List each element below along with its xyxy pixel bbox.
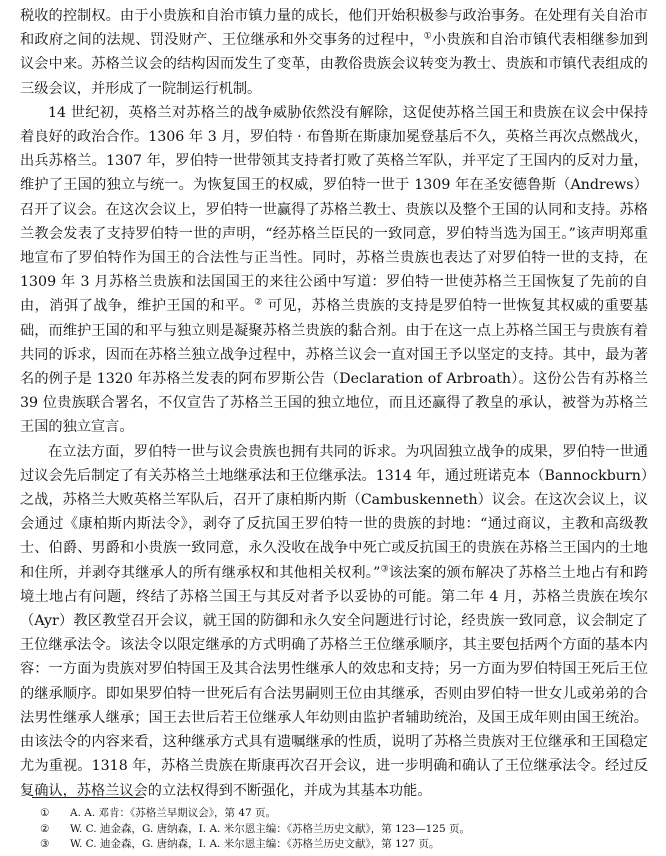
footnote-number: ③ bbox=[40, 838, 50, 850]
paragraph-text: 可见，苏格兰贵族的支持是罗伯特一世恢复其权威的重要基础，而维护王国的和平与独立则是凝聚苏格兰贵族的黏合剂。由于在这一点上苏格兰国王与贵族有着共同的诉求，因而在苏格兰独立战争过程中，苏格兰议会一直对国王予以坚定的支持。其中，最为著名的例子是 1320 年苏格兰发表的阿布罗斯公告（Declaration of Arbroath）。这份公告有苏格兰 39 位贵族联合署名，不仅宣告了苏格兰王国的独立地位，而且还赢得了教皇的承认，被誉为苏格兰王国的独立宣言。 bbox=[20, 298, 648, 436]
footnote bbox=[40, 837, 640, 853]
body-text bbox=[20, 4, 648, 803]
paragraph bbox=[20, 440, 648, 803]
footnote-text: A. A. 邓肯：《苏格兰早期议会》，第 47 页。 bbox=[70, 807, 277, 819]
footnote-text: W. C. 迪金森，G. 唐纳森，I. A. 米尔恩主编：《苏格兰历史文献》，第 123—125 页。 bbox=[70, 822, 470, 835]
footnote-text: W. C. 迪金森，G. 唐纳森，I. A. 米尔恩主编：《苏格兰历史文献》，第 127 页。 bbox=[70, 838, 440, 850]
paragraph-text: 税收的控制权。由于小贵族和自治市镇力量的成长，他们开始积极参与政治事务。在处理有关自治市和政府之间的法规、罚没财产、王位继承和外交事务的过程中， bbox=[20, 8, 648, 49]
footnote-divider bbox=[32, 797, 144, 798]
paragraph bbox=[20, 101, 648, 440]
paragraph-text: 小贵族和自治市镇代表相继参加到议会中来。苏格兰议会的结构因而发生了变革，由教俗贵族会议转变为教士、贵族和市镇代表组成的三级会议，并形成了一院制运行机制。 bbox=[20, 32, 648, 97]
footnote-number: ② bbox=[40, 822, 50, 835]
paragraph-text: 在立法方面，罗伯特一世与议会贵族也拥有共同的诉求。为巩固独立战争的成果，罗伯特一世通过议会先后制定了有关苏格兰土地继承法和王位继承法。1314 年，通过班诺克本（Bannockburn）之战，苏格兰大败英格兰军队后，召开了康柏斯内斯（Cambuskenneth）议会。在这次会议上，议会通过《康柏斯内斯法令》，剥夺了反抗国王罗伯特一世的贵族的封地：“通过商议，主教和高级教士、伯爵、男爵和小贵族一致同意，永久没收在战争中死亡或反抗国王的贵族在苏格兰王国内的土地和住所，并剥夺其继承人的所有继承权和其他相关权利。” bbox=[20, 443, 648, 581]
footnote-reference: ① bbox=[423, 31, 432, 42]
paragraph bbox=[20, 4, 648, 101]
paragraph-text: 14 世纪初，英格兰对苏格兰的战争威胁依然没有解除，这促使苏格兰国王和贵族在议会中保持着良好的政治合作。1306 年 3 月，罗伯特 · 布鲁斯在斯康加冕登基后不久，英格兰再次点燃战火，出兵苏格兰。1307 年，罗伯特一世带领其支持者打败了英格兰军队，并平定了王国内的反对力量，维护了王国的独立与统一。为恢复国王的权威，罗伯特一世于 1309 年在圣安德鲁斯（Andrews）召开了议会。在这次会议上，罗伯特一世赢得了苏格兰教士、贵族以及整个王国的认同和支持。苏格兰教会发表了支持罗伯特一世的声明，“经苏格兰臣民的一致同意，罗伯特当选为国王。”该声明郑重地宣布了罗伯特作为国王的合法性与正当性。同时，苏格兰贵族也表达了对罗伯特一世的支持，在 1309 年 3 月苏格兰贵族和法国国王的来往公函中写道：罗伯特一世使苏格兰王国恢复了先前的自由，消弭了战争，维护王国的和平。 bbox=[20, 104, 648, 315]
footnote-list bbox=[40, 806, 640, 853]
footnote bbox=[40, 822, 640, 838]
footnote-reference: ② bbox=[254, 297, 263, 308]
footnote-reference: ③ bbox=[380, 563, 389, 574]
paragraph-text: 该法案的颁布解决了苏格兰土地占有和跨境土地占有问题，终结了苏格兰国王与其反对者予以妥协的可能。第二年 4 月，苏格兰贵族在埃尔（Ayr）教区教堂召开会议，就王国的防御和永久安全问题进行讨论，经贵族一致同意，议会制定了王位继承法令。该法令以限定继承的方式明确了苏格兰王位继承顺序，其主要包括两个方面的基本内容：一方面为贵族对罗伯特国王及其合法男性继承人的效忠和支持；另一方面为罗伯特国王死后王位的继承顺序。即如果罗伯特一世死后有合法男嗣则王位由其继承，否则由罗伯特一世女儿或弟弟的合法男性继承人继承；国王去世后若王位继承人年幼则由监护者辅助统治，及国王成年则由国王统治。由该法令的内容来看，这种继承方式具有遗嘱继承的性质，说明了苏格兰贵族对王位继承和王国稳定尤为重视。1318 年，苏格兰贵族在斯康再次召开会议，进一步明确和确认了王位继承法令。经过反复确认，苏格兰议会的立法权得到不断强化，并成为其基本功能。 bbox=[20, 564, 648, 799]
footnote bbox=[40, 806, 640, 822]
footnote-number: ① bbox=[40, 807, 50, 819]
